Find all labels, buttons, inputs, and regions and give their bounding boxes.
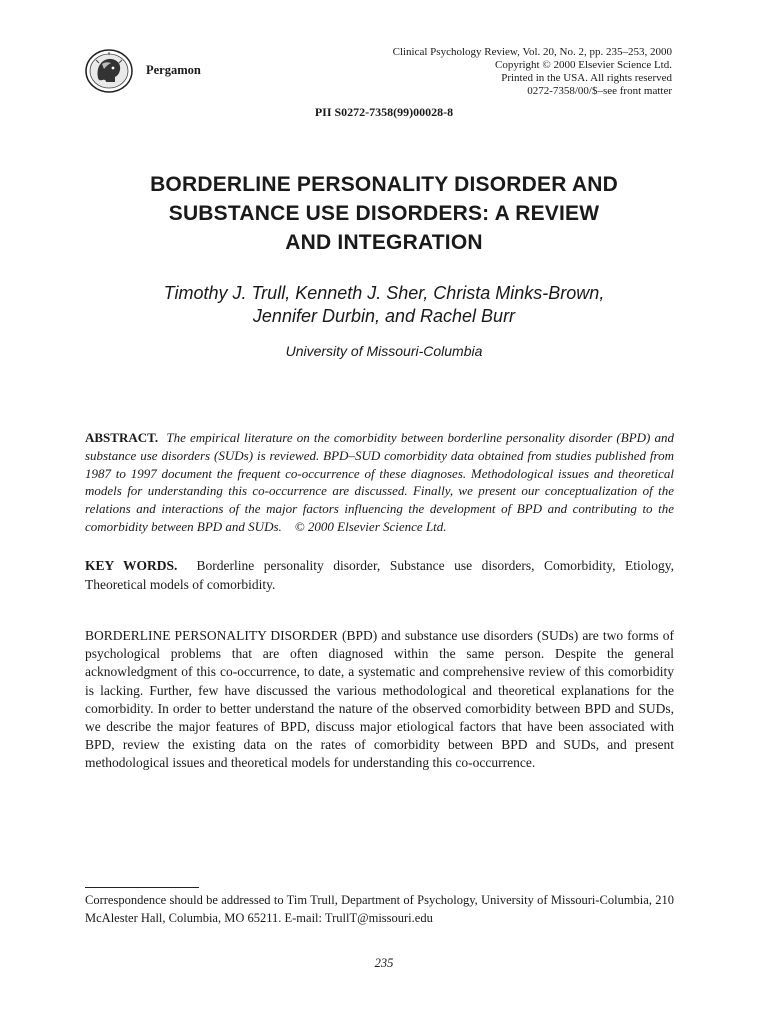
affiliation: University of Missouri-Columbia	[285, 343, 483, 359]
correspondence-footnote: Correspondence should be addressed to Tim Trull, Department of Psychology, University of Missouri-Columbia, 210 McAlester Hall, Columbia, MO 65211. E-mail: TrullT@missouri.edu	[85, 893, 674, 925]
rights-line: Printed in the USA. All rights reserved	[501, 72, 672, 84]
keywords-label: KEY WORDS.	[85, 558, 178, 573]
abstract-copyright: © 2000 Elsevier Science Ltd.	[294, 518, 447, 534]
publisher-name: Pergamon	[146, 63, 201, 77]
pii-identifier: PII S0272-7358(99)00028-8	[314, 105, 454, 119]
title-line: BORDERLINE PERSONALITY DISORDER AND	[150, 173, 618, 196]
keywords	[85, 557, 674, 594]
footnote-divider	[85, 887, 199, 888]
article-title	[80, 170, 688, 257]
abstract	[85, 429, 674, 536]
author-line: Timothy J. Trull, Kenneth J. Sher, Christa Minks-Brown,	[163, 283, 605, 303]
page-number: 235	[374, 956, 394, 970]
issn-line: 0272-7358/00/$–see front matter	[527, 85, 672, 97]
keywords-text: Borderline personality disorder, Substance use disorders, Comorbidity, Etiology, Theoretical models of comorbidity.	[85, 558, 674, 592]
journal-citation	[393, 46, 672, 98]
copyright-line: Copyright © 2000 Elsevier Science Ltd.	[495, 59, 672, 71]
title-line: SUBSTANCE USE DISORDERS: A REVIEW	[168, 202, 600, 225]
title-line: AND INTEGRATION	[285, 231, 483, 254]
abstract-text: The empirical literature on the comorbidity between borderline personality disorder (BPD) and substance use disorders (SUDs) is reviewed. BPD–SUD comorbidity data obtained from studies published from 1987 to 1997 document the frequent co-occurrence of these diagnoses. Methodological issues and theoretical models for understanding this co-occurrence are discussed. Finally, we present our conceptualization of the relations and interactions of the major factors influencing the development of BPD and contributing to the comorbidity between BPD and SUDs.	[85, 430, 674, 534]
journal-citation-line: Clinical Psychology Review, Vol. 20, No. 2, pp. 235–253, 2000	[392, 46, 672, 58]
author-list	[90, 282, 678, 328]
publisher-logo-icon	[84, 48, 134, 94]
author-line: Jennifer Durbin, and Rachel Burr	[252, 306, 516, 326]
intro-paragraph: BORDERLINE PERSONALITY DISORDER (BPD) and substance use disorders (SUDs) are two forms of psychological problems that are often diagnosed within the same person. Despite the general acknowledgment of this co-occurrence, to date, a systematic and comprehensive review of this comorbidity is lacking. Further, few have discussed the various methodological and theoretical explanations for the comorbidity. In order to better understand the nature of the observed comorbidity between BPD and SUDs, we describe the major features of BPD, discuss major etiological factors that have been associated with BPD, review the existing data on the rates of comorbidity between BPD and SUDs, and present methodological issues and theoretical models for understanding this co-occurrence.	[85, 628, 674, 771]
abstract-label: ABSTRACT.	[85, 430, 159, 445]
